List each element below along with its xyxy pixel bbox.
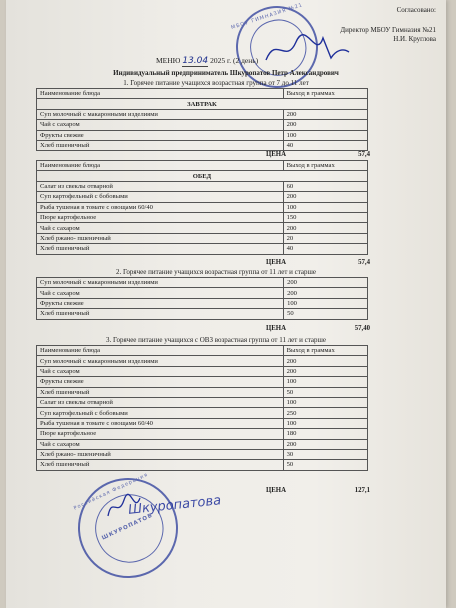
director-signature — [261, 30, 351, 70]
dish-grams: 200 — [283, 439, 367, 449]
dish-grams: 200 — [283, 109, 367, 119]
dish-grams: 200 — [283, 366, 367, 376]
header-dish: Наименование блюда — [37, 346, 284, 356]
entrepreneur-stamp-center-text: ШКУРОПАТОВ — [101, 512, 155, 542]
table-row — [37, 449, 368, 459]
dish-name: Салат из свеклы отварной — [37, 397, 284, 407]
section3-table — [36, 345, 368, 471]
lunch-price — [36, 258, 368, 268]
header-dish: Наименование блюда — [37, 89, 284, 99]
dish-grams: 50 — [283, 387, 367, 397]
dish-grams: 200 — [284, 288, 368, 298]
table-header-row — [37, 161, 368, 171]
table-row — [37, 130, 368, 140]
dish-name: Фрукты свежие — [37, 377, 284, 387]
dish-grams: 100 — [283, 397, 367, 407]
dish-grams: 100 — [284, 298, 368, 308]
section2-title: 2. Горячее питание учащихся возрастная группа от 11 лет и старше — [115, 268, 317, 276]
section3-title: 3. Горячее питание учащихся с ОВЗ возрастная группа от 11 лет и старше — [106, 336, 326, 344]
school-stamp-text: МБОУ ГИМНАЗИЯ №21 — [230, 2, 304, 32]
dish-grams: 100 — [283, 377, 367, 387]
header-portion: Выход в граммах — [283, 89, 367, 99]
dish-name: Хлеб ржано- пшеничный — [37, 449, 284, 459]
table-row — [37, 298, 368, 308]
dish-name: Чай с сахаром — [37, 120, 284, 130]
price-label: ЦЕНА — [265, 151, 286, 158]
table-row — [37, 244, 368, 254]
section2-price — [36, 324, 368, 334]
menu-date: 13.04 — [182, 56, 209, 66]
table-row — [37, 202, 368, 212]
entrepreneur-signature-stroke — [104, 492, 144, 522]
dish-grams: 50 — [283, 460, 367, 470]
organization-name: Индивидуальный предприниматель Шкуропатов Петр Александрович — [113, 69, 339, 77]
dish-grams: 200 — [283, 120, 367, 130]
menu-document — [6, 0, 446, 608]
dish-grams: 50 — [284, 309, 368, 319]
menu-year: 2025 г. (2 день) — [210, 56, 259, 65]
table-row — [37, 309, 368, 319]
price-value: 57,40 — [354, 325, 370, 332]
price-value: 127,1 — [354, 487, 370, 494]
table-row — [37, 233, 368, 243]
dish-grams: 20 — [283, 233, 367, 243]
dish-grams: 150 — [283, 212, 367, 222]
table-row — [37, 387, 368, 397]
dish-grams: 30 — [283, 449, 367, 459]
table-header-row — [37, 346, 368, 356]
dish-name: Хлеб пшеничный — [37, 244, 284, 254]
dish-grams: 40 — [283, 140, 367, 150]
table-row — [37, 408, 368, 418]
table-caption-row — [37, 99, 368, 109]
dish-grams: 200 — [283, 356, 367, 366]
entrepreneur-stamp-ring-text: Российская Федерация — [72, 471, 150, 512]
dish-name: Пюре картофельное — [37, 212, 284, 222]
dish-grams: 100 — [283, 418, 367, 428]
table-row — [37, 439, 368, 449]
dish-name: Суп картофельный с бобовыми — [37, 192, 284, 202]
dish-name: Суп молочный с макаронными изделиями — [37, 109, 284, 119]
lunch-caption: ОБЕД — [37, 171, 368, 181]
table-caption-row — [37, 171, 368, 181]
breakfast-caption: ЗАВТРАК — [37, 99, 368, 109]
table-header-row — [37, 89, 368, 99]
dish-name: Рыба тушеная в томате с овощами 60/40 — [37, 202, 284, 212]
lunch-table — [36, 160, 368, 255]
dish-grams: 40 — [283, 244, 367, 254]
dish-name: Хлеб пшеничный — [37, 309, 284, 319]
dish-name: Хлеб пшеничный — [37, 140, 284, 150]
header-portion: Выход в граммах — [283, 161, 367, 171]
table-row — [37, 223, 368, 233]
entrepreneur-signature: Шкуропатова — [127, 493, 222, 518]
breakfast-price — [36, 150, 368, 160]
dish-name: Чай с сахаром — [37, 439, 284, 449]
table-row — [37, 109, 368, 119]
menu-title — [156, 56, 258, 67]
price-label: ЦЕНА — [265, 325, 286, 332]
approval-name: Н.И. Круглова — [393, 35, 436, 43]
table-row — [37, 181, 368, 191]
header-dish: Наименование блюда — [37, 161, 284, 171]
dish-name: Суп молочный с макаронными изделиями — [37, 356, 284, 366]
price-value: 57,4 — [358, 151, 370, 158]
approval-director: Директор МБОУ Гимназия №21 — [340, 25, 436, 34]
menu-prefix: МЕНЮ — [156, 56, 181, 65]
dish-grams: 250 — [283, 408, 367, 418]
dish-name: Суп молочный с макаронными изделиями — [37, 278, 284, 288]
dish-name: Чай с сахаром — [37, 366, 284, 376]
dish-name: Суп картофельный с бобовыми — [37, 408, 284, 418]
dish-name: Фрукты свежие — [37, 298, 284, 308]
dish-name: Пюре картофельное — [37, 429, 284, 439]
dish-grams: 100 — [283, 130, 367, 140]
table-row — [37, 429, 368, 439]
dish-name: Хлеб пшеничный — [37, 460, 284, 470]
dish-name: Фрукты свежие — [37, 130, 284, 140]
director-signature-stroke — [266, 35, 349, 60]
breakfast-table — [36, 88, 368, 151]
section1-title: 1. Горячее питание учащихся возрастная группа от 7 до 11 лет — [123, 79, 309, 87]
dish-grams: 200 — [284, 278, 368, 288]
dish-name: Хлеб ржано- пшеничный — [37, 233, 284, 243]
price-label: ЦЕНА — [265, 487, 286, 494]
dish-grams: 200 — [283, 223, 367, 233]
table-row — [37, 460, 368, 470]
table-row — [37, 377, 368, 387]
table-row — [37, 418, 368, 428]
table-row — [37, 366, 368, 376]
dish-name: Салат из свеклы отварной — [37, 181, 284, 191]
header-portion: Выход в граммах — [283, 346, 367, 356]
approval-label: Согласовано: — [396, 6, 436, 14]
dish-grams: 100 — [283, 202, 367, 212]
price-label: ЦЕНА — [265, 259, 286, 266]
table-row — [37, 397, 368, 407]
section2-table — [36, 277, 368, 320]
price-value: 57,4 — [358, 259, 370, 266]
table-row — [37, 192, 368, 202]
dish-grams: 200 — [283, 192, 367, 202]
dish-grams: 60 — [283, 181, 367, 191]
dish-grams: 180 — [283, 429, 367, 439]
table-row — [37, 278, 368, 288]
dish-name: Чай с сахаром — [37, 288, 284, 298]
table-row — [37, 212, 368, 222]
dish-name: Хлеб пшеничный — [37, 387, 284, 397]
entrepreneur-signature-path — [108, 494, 140, 516]
table-row — [37, 356, 368, 366]
table-row — [37, 120, 368, 130]
table-row — [37, 288, 368, 298]
entrepreneur-stamp — [62, 462, 195, 595]
dish-name: Рыба тушеная в томате с овощами 60/40 — [37, 418, 284, 428]
dish-name: Чай с сахаром — [37, 223, 284, 233]
